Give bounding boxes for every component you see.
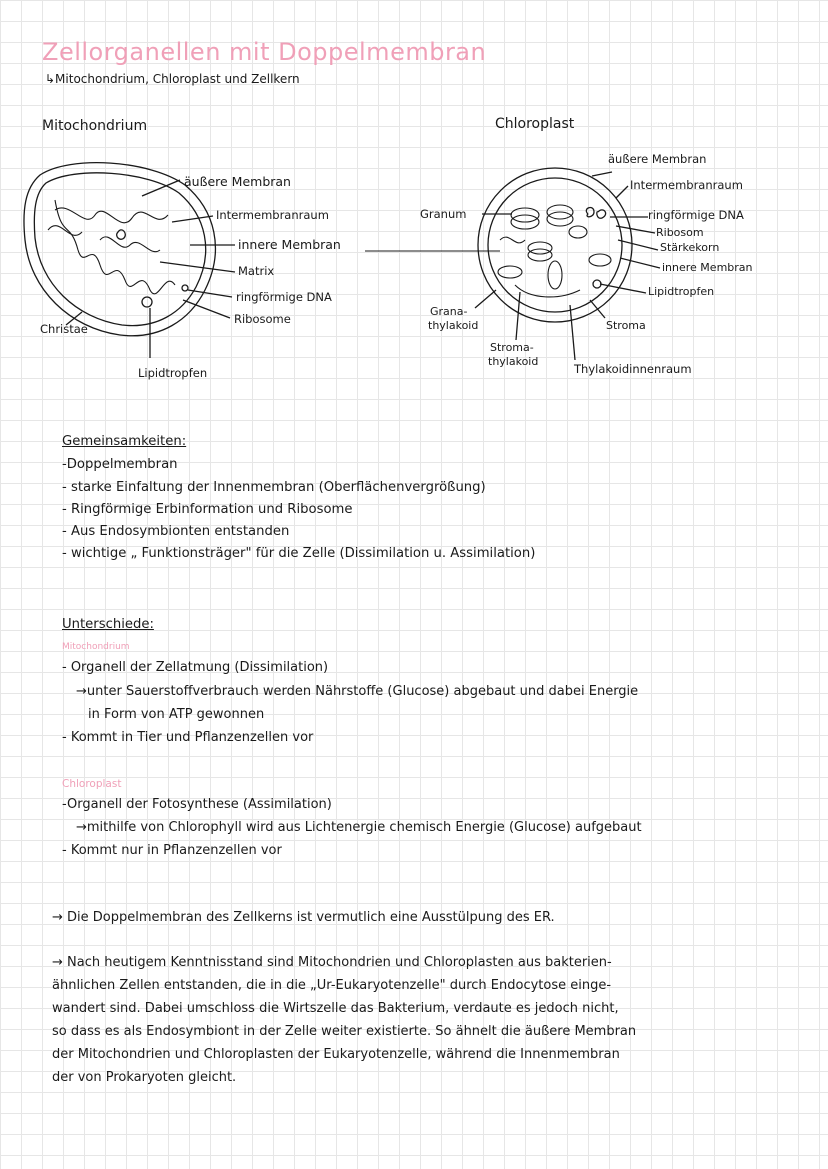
differences-heading: Unterschiede: <box>62 617 154 632</box>
chloro-label-intermembrane: Intermembranraum <box>630 178 743 192</box>
chloro-label-inner-membrane: innere Membran <box>662 261 753 274</box>
chloro-label-stromathylakoid-2: thylakoid <box>488 355 539 368</box>
mito-label-matrix: Matrix <box>238 264 275 278</box>
mito-label-christae: Christae <box>40 322 88 336</box>
mito-label-intermembrane: Intermembranraum <box>216 208 329 222</box>
page-subtitle: ↳Mitochondrium, Chloroplast und Zellkern <box>45 72 300 86</box>
common-item: - wichtige „ Funktionsträger" für die Zelle (Dissimilation u. Assimilation) <box>62 546 536 561</box>
diff-chloro-item: -Organell der Fotosynthese (Assimilation) <box>62 797 332 812</box>
mito-label-inner-membrane: innere Membran <box>238 237 341 252</box>
note-endosymbiont-line: ähnlichen Zellen entstanden, die in die „Ur-Eukaryotenzelle" durch Endocytose einge- <box>52 978 612 993</box>
note-endosymbiont-line: so dass es als Endosymbiont in der Zelle weiter existierte. So ähnelt die äußere Membran <box>52 1024 637 1039</box>
diff-chloro-item: - Kommt nur in Pflanzenzellen vor <box>62 843 282 858</box>
note-endosymbiont-line: der Mitochondrien und Chloroplasten der Eukaryotenzelle, während die Innenmembran <box>52 1047 620 1062</box>
common-item: - starke Einfaltung der Innenmembran (Oberflächenvergrößung) <box>62 480 486 495</box>
note-endosymbiont-line: der von Prokaryoten gleicht. <box>52 1070 237 1085</box>
chloro-label-dna: ringförmige DNA <box>648 208 744 222</box>
diff-mito-item: - Organell der Zellatmung (Dissimilation) <box>62 660 329 675</box>
common-heading: Gemeinsamkeiten: <box>62 434 187 449</box>
chloroplast-heading: Chloroplast <box>495 116 575 132</box>
mito-label-lipid: Lipidtropfen <box>138 366 208 380</box>
chloro-label-lumen: Thylakoidinnenraum <box>574 362 692 376</box>
common-item: - Aus Endosymbionten entstanden <box>62 524 290 539</box>
chloro-label-granum: Granum <box>420 207 467 221</box>
diff-mito-label: Mitochondrium <box>62 642 130 652</box>
chloro-label-starch: Stärkekorn <box>660 241 720 254</box>
diff-mito-item: - Kommt in Tier und Pflanzenzellen vor <box>62 730 314 745</box>
chloro-label-outer-membrane: äußere Membran <box>608 152 707 166</box>
chloro-label-stroma: Stroma <box>606 319 646 332</box>
note-endosymbiont-line: → Nach heutigem Kenntnisstand sind Mitochondrien und Chloroplasten aus bakterien- <box>52 955 612 970</box>
chloro-label-lipid: Lipidtropfen <box>648 285 715 298</box>
chloro-label-grana-2: thylakoid <box>428 319 479 332</box>
diff-mito-item: in Form von ATP gewonnen <box>88 707 265 722</box>
note-nucleus: → Die Doppelmembran des Zellkerns ist vermutlich eine Ausstülpung des ER. <box>52 910 555 925</box>
diff-mito-item: →unter Sauerstoffverbrauch werden Nährstoffe (Glucose) abgebaut und dabei Energie <box>76 684 639 699</box>
chloro-label-stromathylakoid-1: Stroma- <box>490 341 534 354</box>
common-item: - Ringförmige Erbinformation und Ribosome <box>62 502 353 517</box>
note-endosymbiont-line: wandert sind. Dabei umschloss die Wirtszelle das Bakterium, verdaute es jedoch nicht, <box>52 1001 619 1016</box>
mitochondrion-heading: Mitochondrium <box>42 118 148 134</box>
mito-label-dna: ringförmige DNA <box>236 290 332 304</box>
diff-chloro-label: Chloroplast <box>62 778 122 790</box>
chloro-label-grana-1: Grana- <box>430 305 468 318</box>
mito-label-outer-membrane: äußere Membran <box>184 174 291 189</box>
mito-label-ribosome: Ribosome <box>234 312 291 326</box>
chloro-label-ribosom: Ribosom <box>656 226 704 239</box>
page-title: Zellorganellen mit Doppelmembran <box>42 38 487 66</box>
diff-chloro-item: →mithilfe von Chlorophyll wird aus Lichtenergie chemisch Energie (Glucose) aufgebaut <box>76 820 642 835</box>
organelle-diagrams <box>0 0 828 400</box>
common-item: -Doppelmembran <box>62 457 178 472</box>
